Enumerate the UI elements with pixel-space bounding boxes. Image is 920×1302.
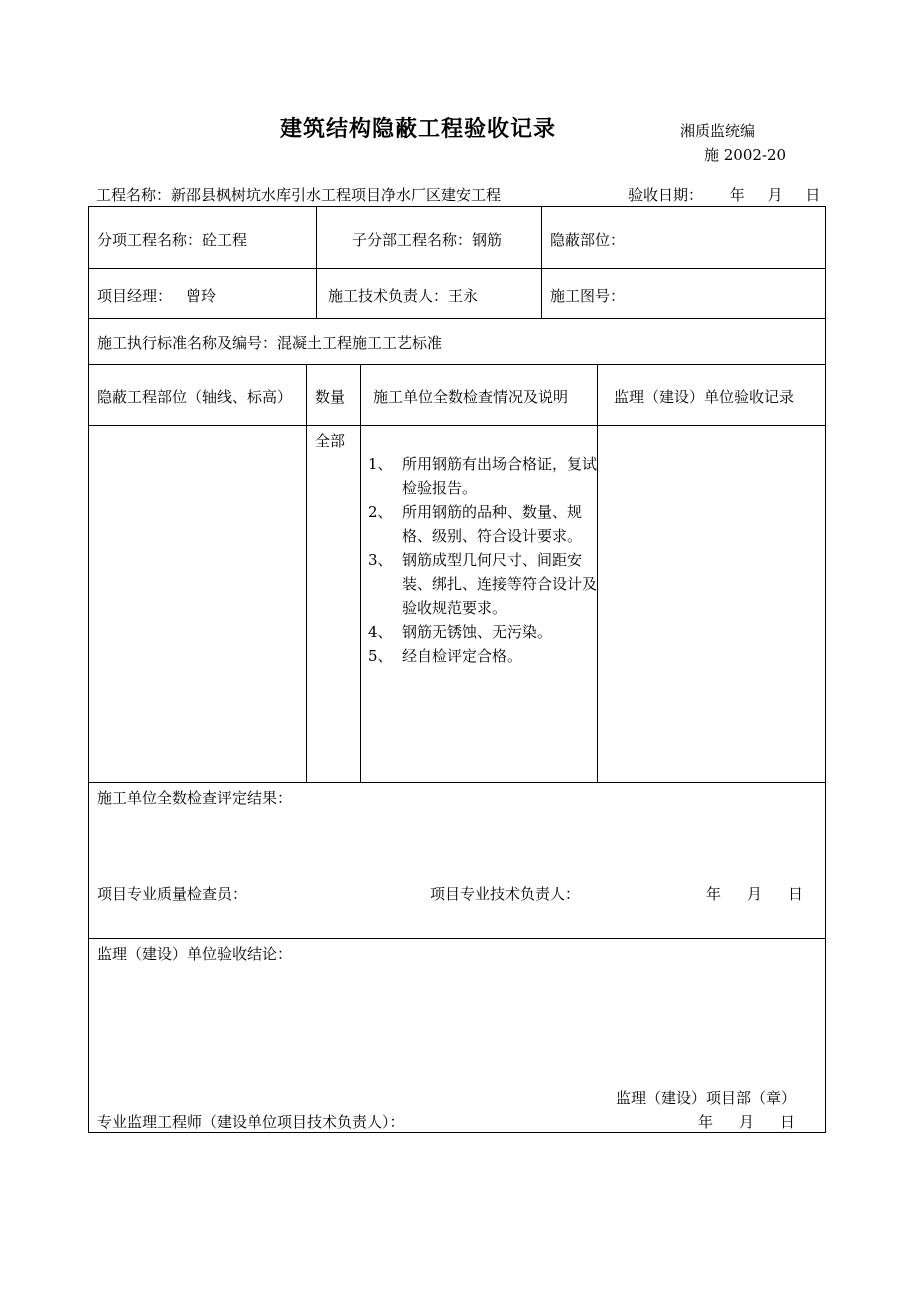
column-divider bbox=[360, 364, 361, 782]
conclusion-label: 监理（建设）单位验收结论： bbox=[97, 945, 293, 963]
item-number: 4、 bbox=[368, 623, 393, 641]
item-number: 1、 bbox=[368, 455, 393, 473]
item-text: 钢筋无锈蚀、无污染。 bbox=[402, 623, 553, 641]
drawing-number: 施工图号： bbox=[550, 287, 626, 305]
inspection-item bbox=[368, 644, 602, 668]
item-text: 所用钢筋有出场合格证，复试检验报告。 bbox=[402, 455, 598, 497]
project-name: 新邵县枫树坑水库引水工程项目净水厂区建安工程 bbox=[171, 186, 502, 204]
header-inspection: 施工单位全数检查情况及说明 bbox=[373, 388, 569, 406]
header-quantity: 数量 bbox=[315, 388, 346, 406]
date-month: 月 bbox=[767, 186, 783, 204]
conclusion-date bbox=[698, 1111, 795, 1132]
item-number: 5、 bbox=[368, 647, 393, 665]
project-name-line bbox=[96, 184, 501, 205]
result-day: 日 bbox=[788, 885, 804, 903]
conclusion-year: 年 bbox=[698, 1113, 714, 1131]
conclusion-month: 月 bbox=[739, 1113, 755, 1131]
inspection-item bbox=[368, 500, 602, 548]
result-label: 施工单位全数检查评定结果： bbox=[97, 789, 293, 807]
row-divider bbox=[88, 782, 826, 783]
form-code-line1: 湘质监统编 bbox=[680, 122, 756, 140]
subitem-name: 分项工程名称：砼工程 bbox=[97, 231, 248, 249]
result-month: 月 bbox=[747, 885, 763, 903]
row-divider bbox=[88, 938, 826, 939]
conclusion-day: 日 bbox=[780, 1113, 796, 1131]
header-supervision: 监理（建设）单位验收记录 bbox=[614, 388, 795, 406]
standard-name: 施工执行标准名称及编号：混凝土工程施工工艺标准 bbox=[97, 334, 443, 352]
header-location: 隐蔽工程部位（轴线、标高） bbox=[97, 388, 293, 406]
inspection-list bbox=[368, 452, 598, 668]
subdivision-name: 子分部工程名称：钢筋 bbox=[352, 231, 503, 249]
item-number: 3、 bbox=[368, 551, 393, 569]
date-day: 日 bbox=[805, 186, 821, 204]
document-title: 建筑结构隐蔽工程验收记录 bbox=[280, 117, 557, 142]
row-divider bbox=[88, 425, 826, 426]
item-number: 2、 bbox=[368, 503, 393, 521]
row-divider bbox=[88, 318, 826, 319]
project-label: 工程名称： bbox=[96, 186, 172, 204]
result-date bbox=[706, 883, 803, 904]
inspection-item bbox=[368, 452, 602, 500]
column-divider bbox=[541, 206, 542, 318]
supervising-engineer: 专业监理工程师（建设单位项目技术负责人）： bbox=[97, 1113, 405, 1131]
tech-lead: 施工技术负责人：王永 bbox=[328, 287, 479, 305]
hidden-location: 隐蔽部位： bbox=[550, 231, 626, 249]
row-divider bbox=[88, 268, 826, 269]
manager-label: 项目经理： bbox=[97, 287, 173, 305]
column-divider bbox=[306, 364, 307, 782]
date-label: 验收日期： bbox=[628, 186, 704, 204]
project-manager bbox=[97, 285, 216, 306]
inspection-item bbox=[368, 548, 602, 620]
inspection-date-line bbox=[628, 184, 820, 205]
result-year: 年 bbox=[706, 885, 722, 903]
manager-name: 曾玲 bbox=[186, 287, 217, 305]
quantity-value: 全部 bbox=[315, 432, 346, 450]
supervision-stamp: 监理（建设）项目部（章） bbox=[616, 1089, 797, 1107]
form-code-line2: 施 2002-20 bbox=[704, 146, 787, 164]
inspection-item bbox=[368, 620, 602, 644]
quality-inspector: 项目专业质量检查员： bbox=[97, 885, 248, 903]
row-divider bbox=[88, 364, 826, 365]
item-text: 经自检评定合格。 bbox=[402, 647, 523, 665]
result-tech-lead: 项目专业技术负责人： bbox=[430, 885, 581, 903]
column-divider bbox=[316, 206, 317, 318]
item-text: 所用钢筋的品种、数量、规格、级别、符合设计要求。 bbox=[402, 503, 583, 545]
item-text: 钢筋成型几何尺寸、间距安装、绑扎、连接等符合设计及验收规范要求。 bbox=[402, 551, 598, 617]
date-year: 年 bbox=[729, 186, 745, 204]
